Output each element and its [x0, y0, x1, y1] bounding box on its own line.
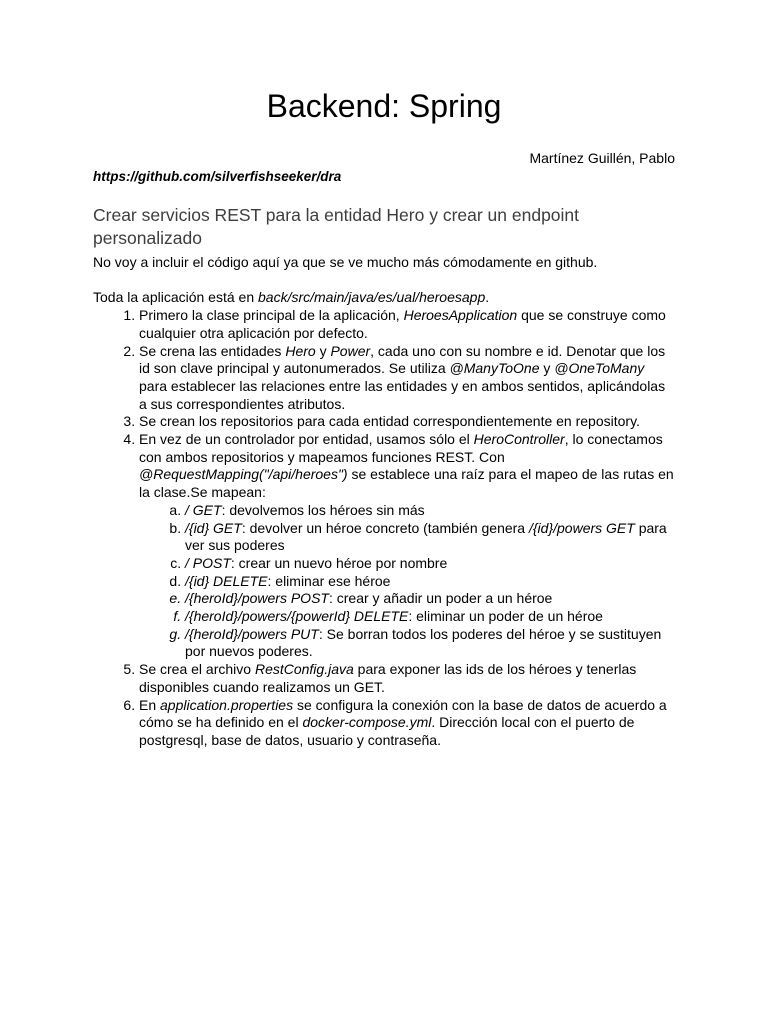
step-item: 5. Se crea el archivo RestConfig.java para exponer las ids de los héroes y tenerlas disponibles cuando realizamos un GET. [139, 661, 675, 696]
intro-paragraph: No voy a incluir el código aquí ya que se ve mucho más cómodamente en github. [93, 254, 598, 270]
route-mappings-list [139, 502, 675, 661]
step-item: 3. Se crean los repositorios para cada entidad correspondientemente en repository. [139, 413, 675, 431]
route-mapping-item: a. / GET: devolvemos los héroes sin más [185, 502, 675, 520]
steps-list [93, 307, 675, 750]
step-item: 1. Primero la clase principal de la aplicación, HeroesApplication que se construye como cualquier otra aplicación por defecto. [139, 307, 675, 342]
route-mapping-item: g. /{heroId}/powers PUT: Se borran todos los poderes del héroe y se sustituyen por nuevos poderes. [185, 626, 675, 661]
document-body [93, 254, 675, 750]
document-title: Backend: Spring [266, 88, 502, 124]
step-item: 6. En application.properties se configura la conexión con la base de datos de acuerdo a cómo se ha definido en el docker-compose.yml. Dirección local con el puerto de postgresql, base de datos, usuario y contraseña. [139, 697, 675, 750]
blank-line [93, 272, 675, 290]
step-item: 2. Se crena las entidades Hero y Power, cada uno con su nombre e id. Denotar que los id son clave principal y autonumerados. Se utiliza @ManyToOne y @OneToMany para establecer las relaciones entre las entidades y en ambos sentidos, aplicándolas a sus correspondientes atributos. [139, 343, 675, 414]
route-mapping-item: e. /{heroId}/powers POST: crear y añadir un poder a un héroe [185, 590, 675, 608]
app-path: back/src/main/java/es/ual/heroesapp [258, 289, 486, 306]
app-location-paragraph: Toda la aplicación está en back/src/main/java/es/ual/heroesapp. [93, 289, 490, 306]
step-item: 4. En vez de un controlador por entidad, usamos sólo el HeroController, lo conectamos con ambos repositorios y mapeamos funciones REST. Con @RequestMapping("/api/heroes") se establece una raíz para el mapeo de las rutas en la clase.Se mapean: a. / GET: devolvemos los héroes sin más b. /{id} GET: devolver un héroe concreto (también genera /{id}/powers GET para ver sus poderes c. / POST: crear un nuevo héroe por nombre d. /{id} DELETE: eliminar ese héroe e. /{heroId}/powers POST: crear y añadir un poder a un héroe f. /{heroId}/powers/{powerId} DELETE: eliminar un poder de un héroe g. /{heroId}/powers PUT: Se borran todos los poderes del héroe y se sustituyen por nuevos poderes. [139, 431, 675, 661]
repository-url: https://github.com/silverfishseeker/dra [93, 169, 342, 184]
author-name: Martínez Guillén, Pablo [529, 150, 675, 166]
section-heading: Crear servicios REST para la entidad Hero y crear un endpoint personalizado [93, 205, 580, 248]
route-mapping-item: b. /{id} GET: devolver un héroe concreto (también genera /{id}/powers GET para ver sus poderes [185, 520, 675, 555]
route-mapping-item: c. / POST: crear un nuevo héroe por nombre [185, 555, 675, 573]
route-mapping-item: d. /{id} DELETE: eliminar ese héroe [185, 573, 675, 591]
route-mapping-item: f. /{heroId}/powers/{powerId} DELETE: eliminar un poder de un héroe [185, 608, 675, 626]
